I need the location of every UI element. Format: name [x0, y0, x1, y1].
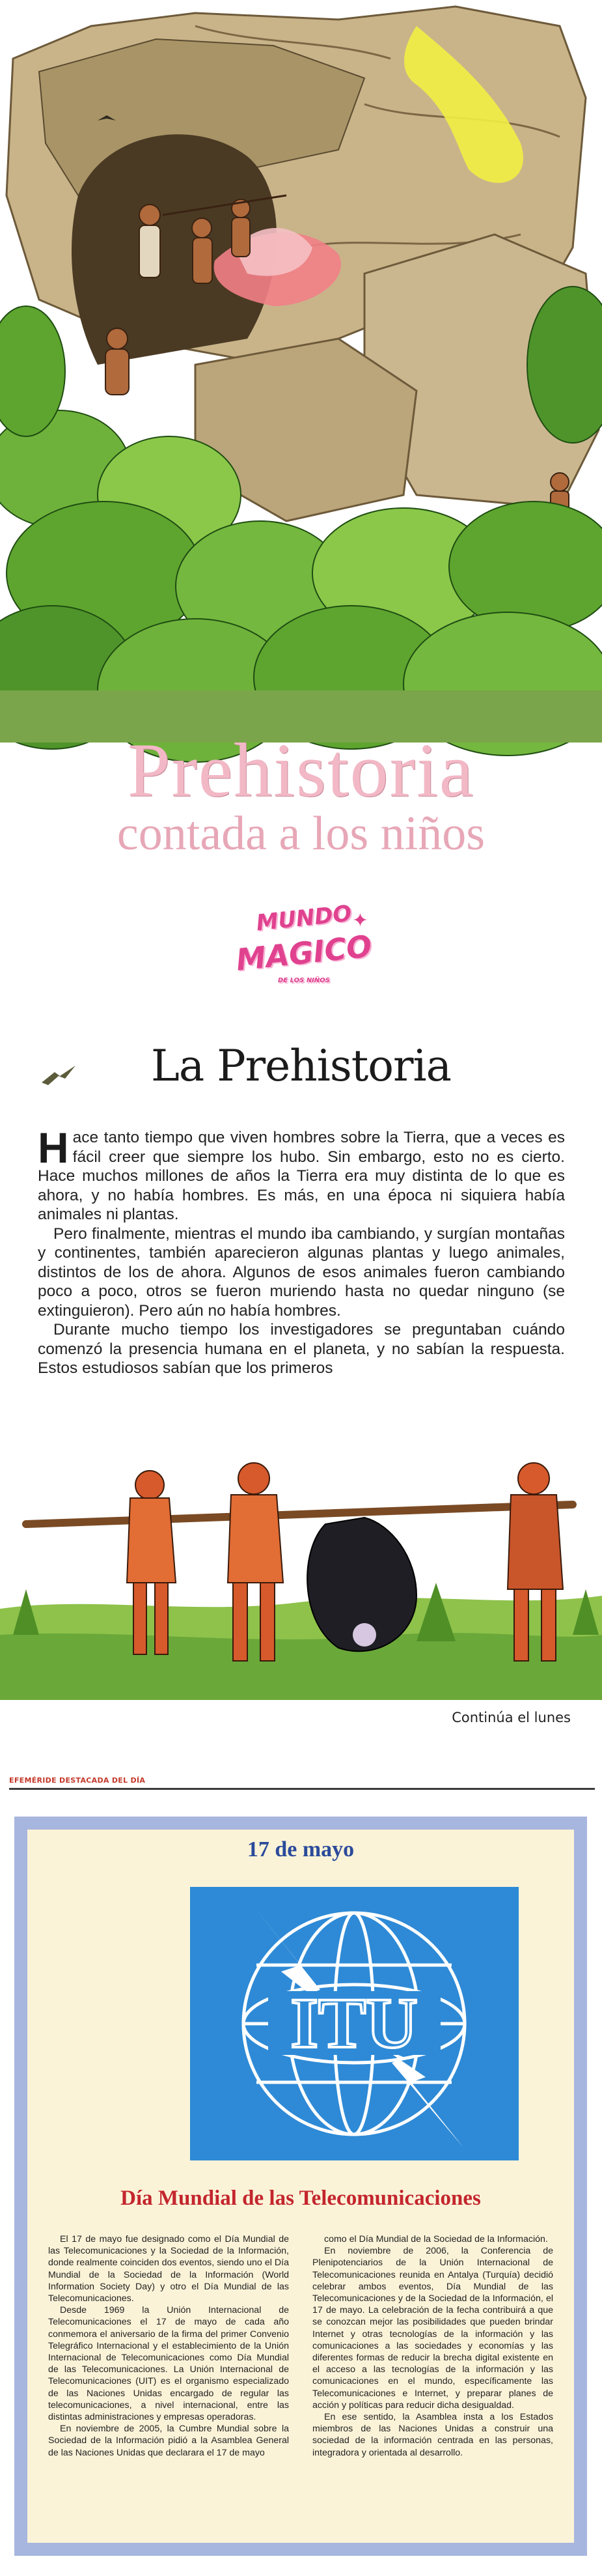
logo-line-2: MAGICO [234, 928, 374, 978]
article-body [38, 1124, 565, 1378]
drop-cap: H [38, 1124, 69, 1172]
logo-line-1: MUNDO [254, 900, 353, 937]
article-column-right [312, 2233, 553, 2459]
event-headline: Día Mundial de las Telecomunicaciones [120, 2187, 481, 2210]
column-paragraph: En noviembre de 2006, la Conferencia de Plenipotenciarios de la Unión Internacional de Telecomunicaciones reunida en Antalya (Turquía) decidió celebrar ambos eventos, Día Mundial de las Telecomunicaciones y de la Sociedad de la Información, el 17 de mayo. La celebración de la fecha contribuirá a que se conozcan mejor las posibilidades que pueden brindar Internet y otras tecnologías de la información y las comunicaciones a las sociedades y economías y las diferentes formas de reducir la brecha digital existente en el acceso a las tecnologías de la información y las comunicaciones en el mundo, específicamente las Telecomunicaciones e Internet, y preparar planes de acción y políticas para reducir dicha desigualdad. [312, 2246, 553, 2411]
article-title: La Prehistoria [151, 1041, 451, 1091]
section-header: EFEMÉRIDE DESTACADA DEL DÍA [9, 1775, 595, 1790]
cover-section [0, 0, 602, 866]
column-paragraph: como el Día Mundial de la Sociedad de la Información. [324, 2234, 548, 2244]
efemeride-frame [14, 1817, 587, 2556]
itu-logo-box [190, 1887, 519, 2160]
event-date: 17 de mayo [247, 1837, 355, 1861]
itu-globe-logo [190, 1887, 519, 2160]
star-icon: ✦ [351, 910, 368, 931]
magazine-section [0, 879, 602, 1759]
column-paragraph: En ese sentido, la Asamblea insta a los Estados miembros de las Naciones Unidas a construir una sociedad de la información centrada en las personas, integradora y orientada al desarrollo. [312, 2412, 553, 2458]
article-column-left [48, 2233, 289, 2459]
mundo-magico-logo [236, 894, 372, 998]
article-paragraph: Hace tanto tiempo que viven hombres sobre la Tierra, que a veces es fácil creer que siempre los hubo. Sin embargo, esto no es cierto. Hace muchos millones de años la Tierra era muy distinta de lo que es ahora, y no había hombres. Es más, en una época ni siquiera había animales ni plantas. [38, 1124, 565, 1223]
cover-title: Prehistoria [127, 728, 475, 813]
article-paragraph: Durante mucho tiempo los investigadores se preguntaban cuándo comenzó la presencia humana en el planeta, y no sabían la respuesta. Estos estudiosos sabían que los primeros [38, 1321, 565, 1377]
column-paragraph: El 17 de mayo fue designado como el Día Mundial de las Telecomunicaciones y la Sociedad de la Información, donde realmente coinciden dos eventos, siendo uno el Día Mundial de la Sociedad de la Información (World Information Society Day) y otro el Día Mundial de las Telecomunicaciones. [48, 2234, 289, 2304]
article-paragraph: Pero finalmente, mientras el mundo iba cambiando, y surgían montañas y continentes, también aparecieron algunas plantas y luego animales, distintos de los de ahora. Algunos de esos animales fueron cambiando poco a poco, otros se fueron muriendo hasta no quedar ninguno (se extinguieron). Pero aún no había hombres. [38, 1224, 565, 1320]
column-paragraph: Desde 1969 la Unión Internacional de Telecomunicaciones el 17 de mayo de cada año conmemora el aniversario de la firma del primer Convenio Telegráfico Internacional y el establecimiento de la Unión Internacional de Telecomunicaciones como Día Mundial de las Telecomunicaciones. La Unión Internacional de Telecomunicaciones (UIT) es el organismo especializado de las Naciones Unidas encargado de regular las telecomunicaciones, a nivel internacional, entre las distintas administraciones y empresas operadoras. [48, 2305, 289, 2423]
column-paragraph: En noviembre de 2005, la Cumbre Mundial sobre la Sociedad de la Información pidió a la Asamblea General de las Naciones Unidas que declarara el 17 de mayo [48, 2424, 289, 2458]
efemeride-section [0, 1775, 602, 2576]
continued-note: Continúa el lunes [452, 1710, 571, 1725]
logo-line-3: DE LOS NIÑOS [278, 977, 330, 984]
efemeride-panel [27, 1830, 574, 2543]
hunters-illustration [0, 1439, 602, 1700]
itu-logo-text: ITU [290, 1983, 418, 2063]
cover-subtitle: contada a los niños [116, 807, 486, 860]
